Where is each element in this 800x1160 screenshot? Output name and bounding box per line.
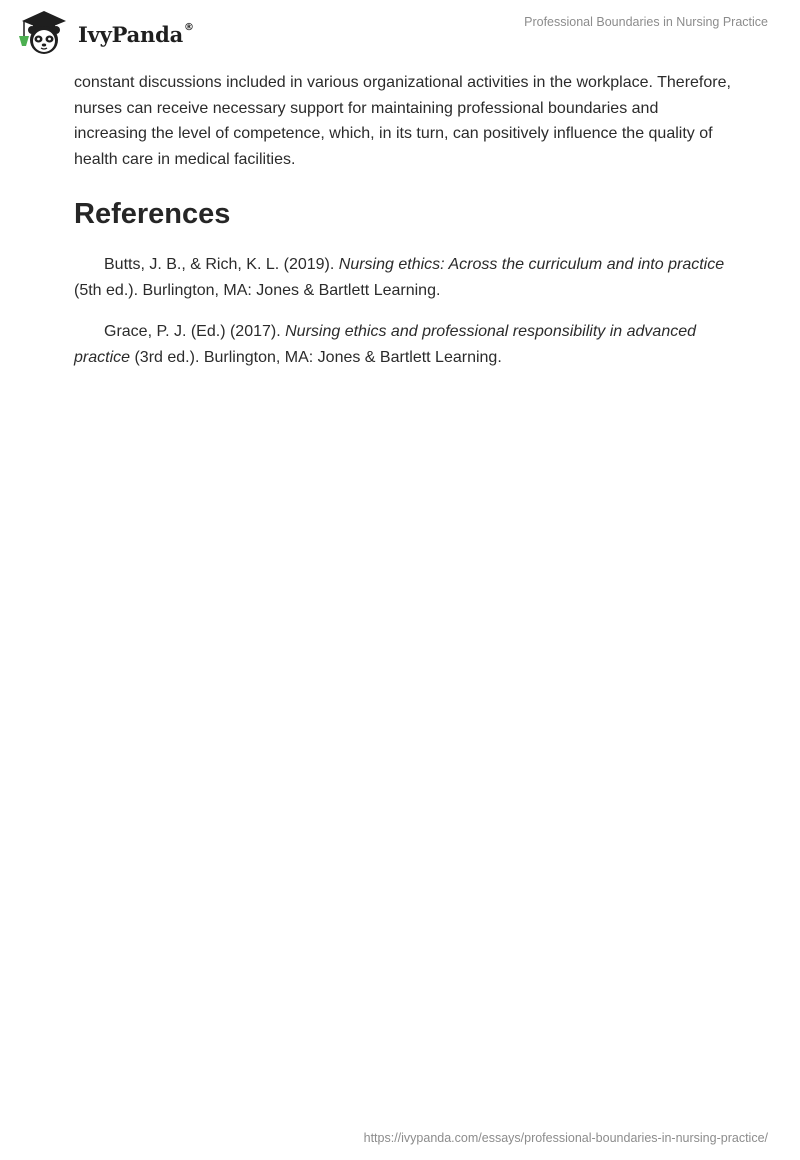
source-url-link[interactable]: https://ivypanda.com/essays/professional-boundaries-in-nursing-practice/	[363, 1131, 768, 1145]
running-title: Professional Boundaries in Nursing Practice	[524, 15, 768, 29]
reference-publisher: (3rd ed.). Burlington, MA: Jones & Bartlett Learning.	[130, 348, 502, 366]
reference-entry	[74, 319, 734, 370]
brand-name: IvyPanda®	[78, 21, 194, 47]
reference-publisher: (5th ed.). Burlington, MA: Jones & Bartlett Learning.	[74, 281, 441, 299]
references-heading: References	[74, 198, 231, 230]
panda-graduate-icon	[14, 8, 78, 56]
body-paragraph: constant discussions included in various organizational activities in the workplace. Therefore, nurses can receive necessary support for maintaining professional boundaries and increasing the level of competence, which, in its turn, can positively influence the quality of health care in medical facilities.	[74, 74, 731, 168]
reference-entry	[74, 252, 734, 303]
reference-authors: Butts, J. B., & Rich, K. L. (2019).	[104, 256, 339, 273]
brand-logo[interactable]	[14, 8, 194, 56]
registered-mark: ®	[184, 21, 194, 33]
reference-authors: Grace, P. J. (Ed.) (2017).	[104, 323, 286, 340]
essay-content	[74, 70, 734, 386]
reference-title: Nursing ethics and professional responsibility in advanced practice	[74, 323, 697, 366]
page-header	[0, 0, 800, 62]
reference-title: Nursing ethics: Across the curriculum and into practice	[338, 256, 725, 273]
